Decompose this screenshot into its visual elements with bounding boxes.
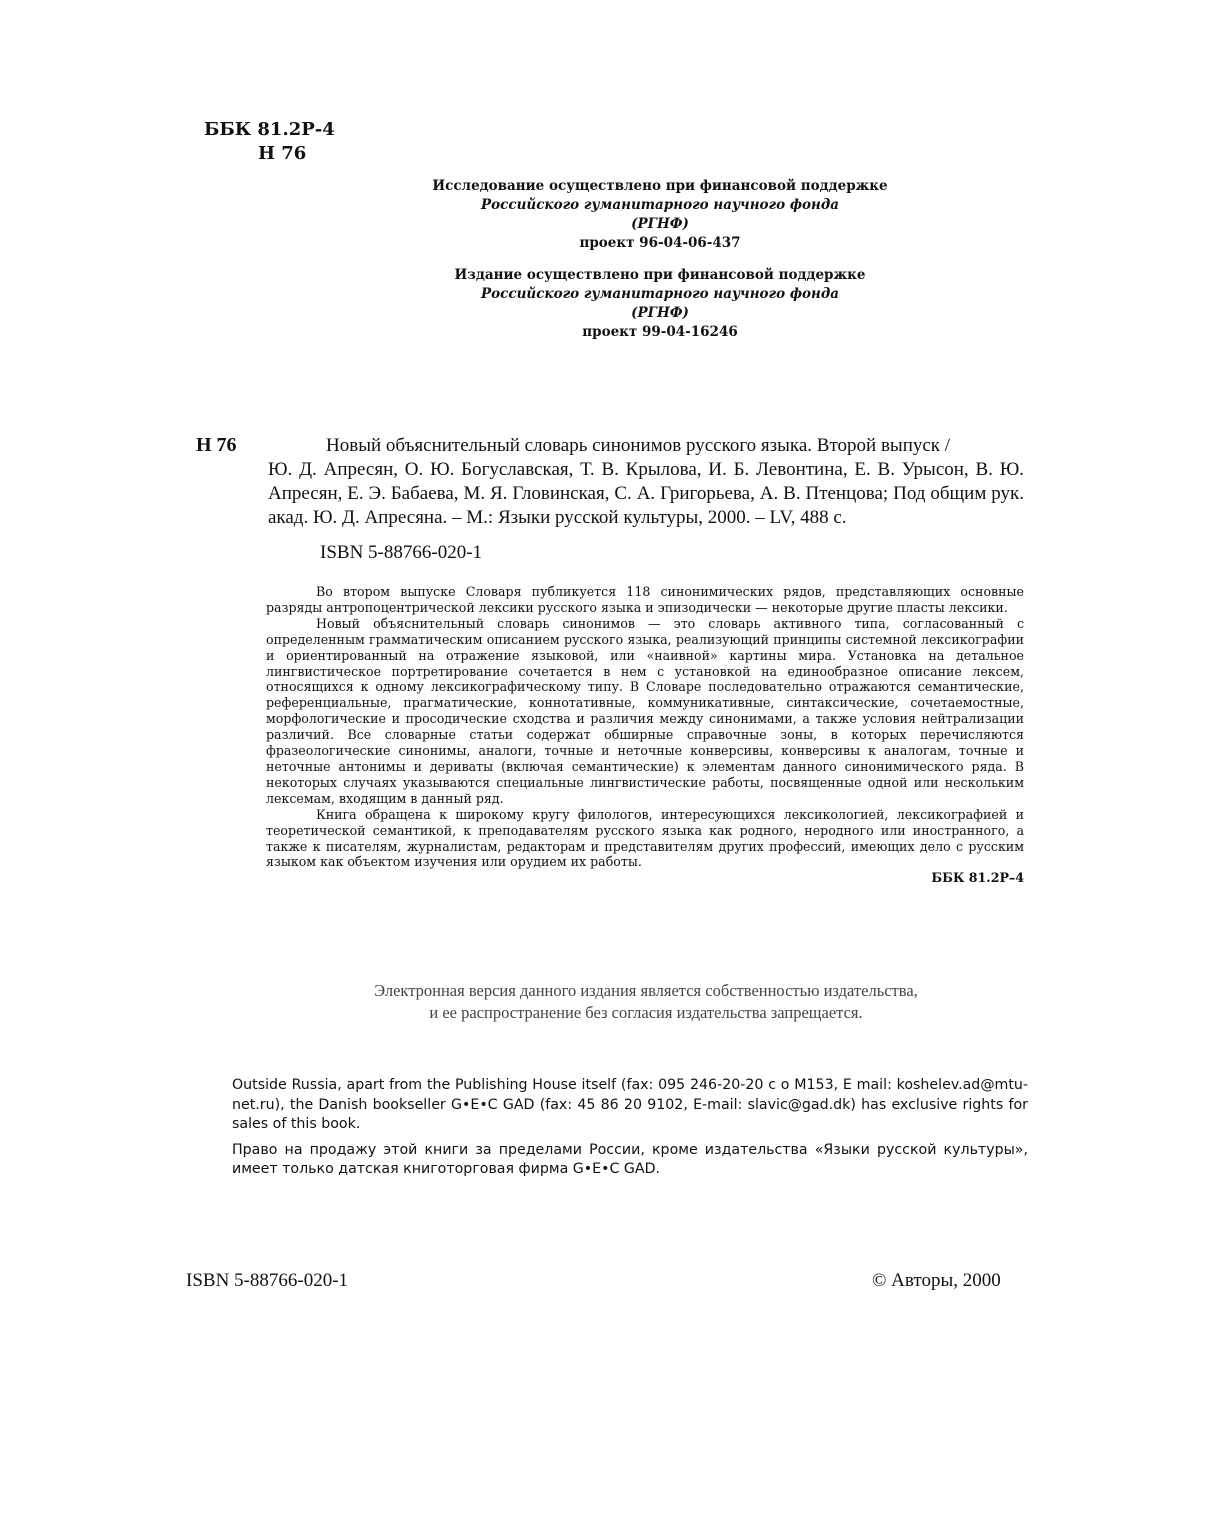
- abstract-bbk: ББК 81.2Р–4: [931, 870, 1024, 886]
- citation-title: Новый объяснительный словарь синонимов русского языка. Второй выпуск /: [326, 435, 951, 456]
- electronic-notice-line: и ее распространение без согласия издательства запрещается.: [429, 1003, 863, 1022]
- footer-isbn: ISBN 5-88766-020-1: [186, 1270, 349, 1291]
- electronic-notice-line: Электронная версия данного издания является собственностью издательства,: [374, 981, 918, 1000]
- funding-fund-name: Российского гуманитарного научного фонда: [480, 286, 840, 302]
- sales-rights: [232, 1076, 1028, 1186]
- funding-project: проект 99-04-16246: [582, 324, 738, 340]
- electronic-notice: [230, 980, 1062, 1024]
- bibliographic-citation: [268, 434, 1024, 530]
- abstract-paragraph: Во втором выпуске Словаря публикуется 118 синонимических рядов, представляющих основные разряды антропоцентрической лексики русского языка и эпизодически — некоторые другие пласты лексики.: [266, 584, 1024, 615]
- catalog-isbn: ISBN 5-88766-020-1: [320, 542, 483, 563]
- funding-project: проект 96-04-06-437: [579, 235, 741, 251]
- sales-rights-russian: Право на продажу этой книги за пределами России, кроме издательства «Языки русской культуры», имеет только датская книготорговая фирма G•E•C GAD.: [232, 1141, 1028, 1177]
- footer-copyright: © Авторы, 2000: [872, 1270, 1001, 1291]
- bbk-header: [204, 118, 335, 166]
- funding-fund-abbr: (РГНФ): [631, 305, 689, 321]
- bbk-code: ББК 81.2Р-4: [204, 119, 335, 140]
- sales-rights-english: Outside Russia, apart from the Publishing House itself (fax: 095 246-20-20 c o M153, E mail: koshelev.ad@mtu-net.ru), the Danish bookseller G•E•C GAD (fax: 45 86 20 9102, E-mail: slavic@gad.dk) has exclusive rights for sales of this book.: [232, 1077, 1028, 1132]
- catalog-mark: Н 76: [196, 434, 237, 456]
- funding-block-publication: [300, 266, 1020, 342]
- abstract-paragraph: Книга обращена к широкому кругу филологов, интересующихся лексикологией, лексикографией и теоретической семантикой, к преподавателям русского языка как родного, неродного или иностранного, а также к писателям, журналистам, редакторам и представителям других профессий, имеющих дело с русским языком как объектом изучения или орудием их работы.: [266, 806, 1024, 870]
- funding-line: Издание осуществлено при финансовой поддержке: [454, 267, 866, 283]
- funding-line: Исследование осуществлено при финансовой поддержке: [432, 178, 888, 194]
- abstract: [266, 584, 1024, 886]
- funding-fund-name: Российского гуманитарного научного фонда: [480, 197, 840, 213]
- author-mark: Н 76: [258, 143, 307, 164]
- funding-fund-abbr: (РГНФ): [631, 216, 689, 232]
- funding-block-research: [300, 177, 1020, 253]
- abstract-paragraph: Новый объяснительный словарь синонимов — это словарь активного типа, согласованный с определенным грамматическим описанием русского языка, реализующий принципы системной лексикографии и ориентированный на отражение языковой, или «наивной» картины мира. Установка на детальное лингвистическое портретирование сочетается в нем с установкой на единообразное описание лексем, относящихся к одному лексикографическому типу. В Словаре последовательно отражаются семантические, референциальные, прагматические, коннотативные, коммуникативные, синтаксические, сочетаемостные, морфологические и просодические сходства и различия между синонимами, а также условия нейтрализации различий. Все словарные статьи содержат обширные справочные зоны, в которых перечисляются фразеологические синонимы, аналоги, точные и неточные конверсивы, конверсивы к аналогам, точные и неточные антонимы и дериваты (включая семантические) к элементам данного синонимического ряда. В некоторых случаях указываются специальные лингвистические работы, посвященные одной или нескольким лексемам, входящим в данный ряд.: [266, 615, 1024, 806]
- citation-authors: Ю. Д. Апресян, О. Ю. Богуславская, Т. В. Крылова, И. Б. Левонтина, Е. В. Урысон, В. Ю. Апресян, Е. Э. Бабаева, М. Я. Гловинская, С. А. Григорьева, А. В. Птенцова; Под общим рук. акад. Ю. Д. Апресяна. – М.: Языки русской культуры, 2000. – LV, 488 с.: [268, 459, 1024, 528]
